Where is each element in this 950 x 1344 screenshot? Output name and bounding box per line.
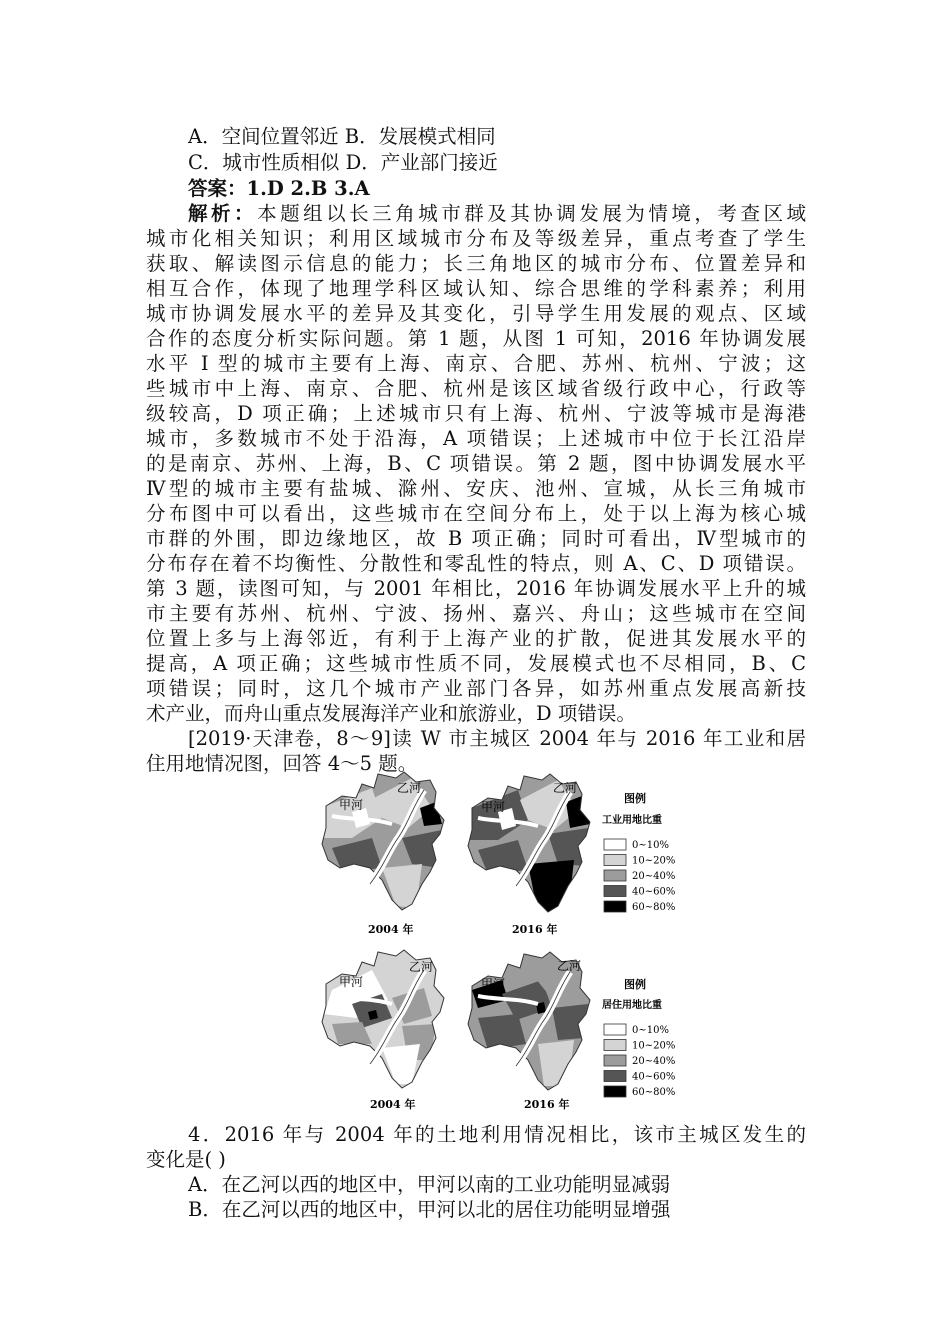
legend-swatch <box>604 1055 626 1066</box>
legend-title: 图例 <box>624 978 646 991</box>
legend-label: 40~60% <box>632 1071 676 1083</box>
analysis-first-line <box>188 201 806 226</box>
river-label-jia: 甲河 <box>339 975 364 989</box>
analysis-line: 项错误；同时，这几个城市产业部门各异，如苏州重点发展高新技 <box>146 677 806 700</box>
legend-label: 60~80% <box>632 902 676 913</box>
analysis-line: 城市化相关知识；利用区域城市分布及等级差异，重点考查了学生 <box>146 227 806 250</box>
legend-label: 10~20% <box>632 1040 676 1052</box>
river-label-jia: 甲河 <box>481 800 506 814</box>
river-label-yi: 乙河 <box>397 781 422 795</box>
analysis-line: 分布图中可以看出，这些城市在空间分布上，处于以上海为核心城 <box>146 502 806 525</box>
analysis-line: Ⅳ型的城市主要有盐城、滁州、安庆、池州、宣城，从长三角城市 <box>146 477 806 500</box>
analysis-label: 解析： <box>188 202 258 225</box>
legend-subtitle: 工业用地比重 <box>602 815 662 826</box>
legend-title: 图例 <box>624 792 646 805</box>
answer-line: 答案：1.D 2.B 3.A <box>188 177 370 200</box>
analysis-line: 些城市中上海、南京、合肥、杭州是该区域省级行政中心，行政等 <box>146 377 806 400</box>
legend-swatch <box>604 901 626 912</box>
legend-industrial <box>602 791 675 913</box>
analysis-line: 市群的外围，即边缘地区，故 B 项正确；同时可看出，Ⅳ型城市的 <box>146 527 806 550</box>
river-label-yi: 乙河 <box>409 960 434 974</box>
question-4-line: 4．2016 年与 2004 年的土地利用情况相比，该市主城区发生的 <box>188 1123 806 1146</box>
legend-swatch <box>604 1086 626 1097</box>
legend-label: 20~40% <box>632 1056 676 1067</box>
analysis-line: 分布存在着不均衡性、分散性和零乱性的特点，则 A、C、D 项错误。 <box>146 552 806 575</box>
analysis-line: 城市，多数城市不处于沿海，A 项错误；上述城市中位于长江沿岸 <box>146 427 806 450</box>
legend-swatch <box>604 855 626 866</box>
legend-label: 10~20% <box>632 855 676 867</box>
legend-subtitle: 居住用地比重 <box>602 1000 662 1011</box>
option-line: A．空间位置邻近 B．发展模式相同 <box>188 125 496 148</box>
legend-label: 60~80% <box>632 1087 676 1098</box>
river-label-jia: 甲河 <box>339 798 364 812</box>
legend-label: 40~60% <box>632 886 676 898</box>
river-label-yi: 乙河 <box>553 781 578 795</box>
legend-swatch <box>604 1071 626 1082</box>
river-label-yi: 乙河 <box>557 959 582 973</box>
legend-label: 0~10% <box>632 1025 669 1036</box>
option-a: A．在乙河以西的地区中，甲河以南的工业功能明显减弱 <box>188 1173 671 1196</box>
analysis-line: 的是南京、苏州、上海，B、C 项错误。第 2 题，图中协调发展水平 <box>146 452 806 475</box>
analysis-line: 级较高，D 项正确；上述城市只有上海、杭州、宁波等城市是海港 <box>146 402 806 425</box>
option-b: B．在乙河以西的地区中，甲河以北的居住功能明显增强 <box>188 1198 671 1221</box>
legend-label: 20~40% <box>632 871 676 882</box>
analysis-line: 位置上多与上海邻近，有利于上海产业的扩散，促进其发展水平的 <box>146 627 806 650</box>
analysis-line: 合作的态度分析实际问题。第 1 题，从图 1 可知，2016 年协调发展 <box>146 327 806 350</box>
year-caption: 2004 年 <box>368 923 414 936</box>
legend-swatch <box>604 870 626 881</box>
year-caption: 2016 年 <box>524 1098 570 1111</box>
legend-residential <box>602 977 675 1098</box>
legend-swatch <box>604 886 626 897</box>
analysis-text: 本题组以长三角城市群及其协调发展为情境，考查区域 <box>257 202 806 225</box>
year-caption: 2004 年 <box>370 1098 416 1111</box>
analysis-line: 水平 I 型的城市主要有上海、南京、合肥、苏州、杭州、宁波；这 <box>146 352 806 375</box>
year-caption: 2016 年 <box>512 923 558 936</box>
analysis-line: 相互合作，体现了地理学科区域认知、综合思维的学科素养；利用 <box>146 277 806 300</box>
analysis-line: 市主要有苏州、杭州、宁波、扬州、嘉兴、舟山；这些城市在空间 <box>146 602 806 625</box>
legend-label: 0~10% <box>632 840 669 851</box>
question-intro-line: [2019·天津卷，8～9]读 W 市主城区 2004 年与 2016 年工业和居 <box>188 727 806 750</box>
analysis-line: 获取、解读图示信息的能力；长三角地区的城市分布、位置差异和 <box>146 252 806 275</box>
question-intro-line: 住用地情况图，回答 4～5 题。 <box>146 752 418 775</box>
analysis-line: 提高，A 项正确；这些城市性质不同，发展模式也不尽相同，B、C <box>146 652 806 675</box>
legend-swatch <box>604 839 626 850</box>
question-4-line: 变化是( ) <box>146 1148 226 1171</box>
analysis-line: 术产业，而舟山重点发展海洋产业和旅游业，D 项错误。 <box>146 702 636 725</box>
legend-swatch <box>604 1040 626 1051</box>
analysis-line: 第 3 题，读图可知，与 2001 年相比，2016 年协调发展水平上升的城 <box>146 577 806 600</box>
land-use-maps <box>312 768 692 1114</box>
option-line: C．城市性质相似 D．产业部门接近 <box>188 151 498 174</box>
legend-swatch <box>604 1024 626 1035</box>
land-use-map-figure <box>312 768 692 1114</box>
analysis-line: 城市协调发展水平的差异及其变化，引导学生用发展的观点、区域 <box>146 302 806 325</box>
river-label-jia: 甲河 <box>481 977 506 991</box>
map-industrial-2004 <box>312 768 452 918</box>
